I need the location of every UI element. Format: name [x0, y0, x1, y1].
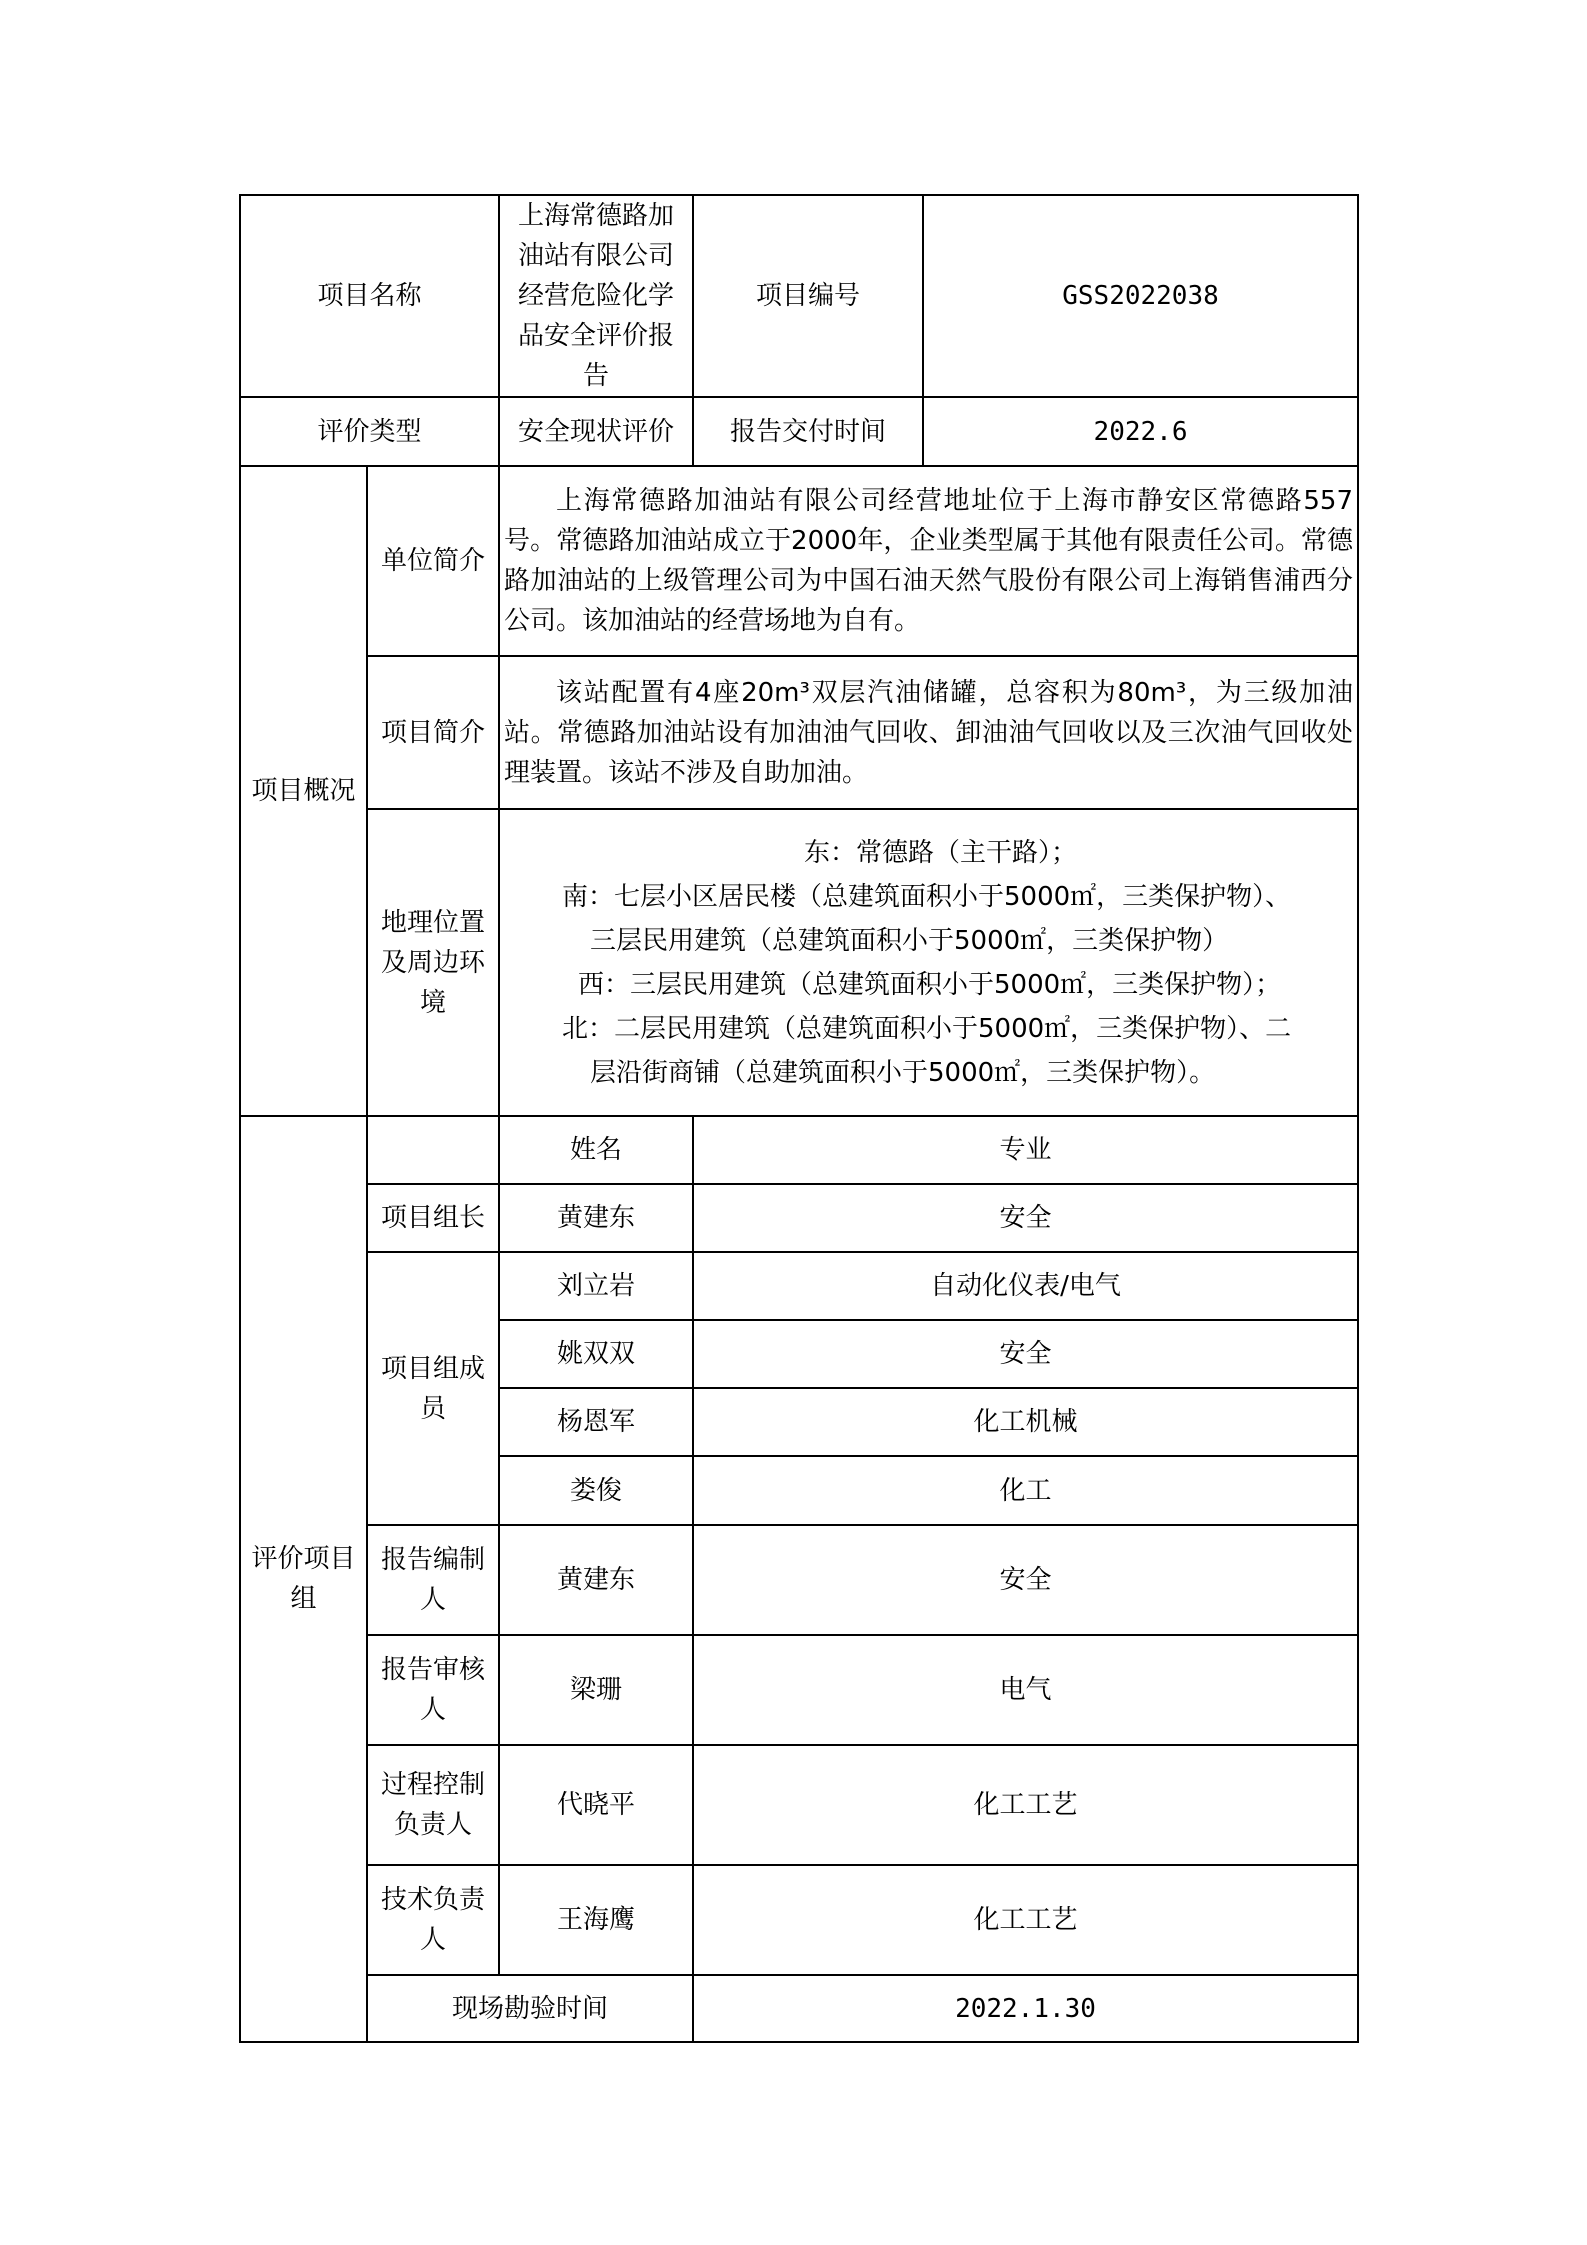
leader-specialty: 安全 — [693, 1184, 1358, 1252]
overview-label: 项目概况 — [240, 466, 367, 1116]
process-name: 代晓平 — [499, 1745, 693, 1865]
geo-north-1: 北：二层民用建筑（总建筑面积小于5000㎡，三类保护物）、二 — [562, 1013, 1292, 1044]
member-name: 刘立岩 — [499, 1252, 693, 1320]
team-header-name: 姓名 — [499, 1116, 693, 1184]
compiler-label: 报告编制人 — [367, 1525, 499, 1635]
project-intro-text: 该站配置有4座20m³双层汽油储罐，总容积为80m³，为三级加油站。常德路加油站设有加油油气回收、卸油油气回收以及三次油气回收处理装置。该站不涉及自助加油。 — [499, 656, 1358, 809]
geo-west: 西：三层民用建筑（总建筑面积小于5000㎡，三类保护物）； — [578, 969, 1282, 1000]
member-name: 娄俊 — [499, 1456, 693, 1525]
geo-label: 地理位置及周边环境 — [367, 809, 499, 1116]
leader-name: 黄建东 — [499, 1184, 693, 1252]
member-specialty: 化工 — [693, 1456, 1358, 1525]
project-intro-label: 项目简介 — [367, 656, 499, 809]
delivery-time-value: 2022.6 — [923, 397, 1358, 466]
unit-intro-text: 上海常德路加油站有限公司经营地址位于上海市静安区常德路557号。常德路加油站成立于2000年，企业类型属于其他有限责任公司。常德路加油站的上级管理公司为中国石油天然气股份有限公司上海销售浦西分公司。该加油站的经营场地为自有。 — [499, 466, 1358, 656]
tech-label: 技术负责人 — [367, 1865, 499, 1975]
member-specialty: 化工机械 — [693, 1388, 1358, 1456]
survey-time-value: 2022.1.30 — [693, 1975, 1358, 2042]
project-name-label: 项目名称 — [240, 195, 499, 397]
process-label: 过程控制负责人 — [367, 1745, 499, 1865]
geo-south-2: 三层民用建筑（总建筑面积小于5000㎡，三类保护物） — [590, 925, 1229, 956]
geo-text — [499, 809, 1358, 1116]
members-label: 项目组成员 — [367, 1252, 499, 1525]
team-header-specialty: 专业 — [693, 1116, 1358, 1184]
project-info-table — [239, 194, 1359, 2043]
unit-intro-label: 单位简介 — [367, 466, 499, 656]
project-number-value: GSS2022038 — [923, 195, 1358, 397]
process-specialty: 化工工艺 — [693, 1745, 1358, 1865]
tech-specialty: 化工工艺 — [693, 1865, 1358, 1975]
project-number-label: 项目编号 — [693, 195, 923, 397]
evaluation-type-value: 安全现状评价 — [499, 397, 693, 466]
leader-label: 项目组长 — [367, 1184, 499, 1252]
evaluation-type-label: 评价类型 — [240, 397, 499, 466]
team-label: 评价项目组 — [240, 1116, 367, 2042]
reviewer-specialty: 电气 — [693, 1635, 1358, 1745]
compiler-name: 黄建东 — [499, 1525, 693, 1635]
geo-north-2: 层沿街商铺（总建筑面积小于5000㎡，三类保护物）。 — [590, 1057, 1216, 1088]
delivery-time-label: 报告交付时间 — [693, 397, 923, 466]
geo-south-1: 南：七层小区居民楼（总建筑面积小于5000㎡，三类保护物）、 — [562, 881, 1292, 912]
geo-east: 东：常德路（主干路）； — [804, 837, 1078, 868]
member-specialty: 自动化仪表/电气 — [693, 1252, 1358, 1320]
reviewer-name: 梁珊 — [499, 1635, 693, 1745]
compiler-specialty: 安全 — [693, 1525, 1358, 1635]
member-name: 姚双双 — [499, 1320, 693, 1388]
reviewer-label: 报告审核人 — [367, 1635, 499, 1745]
member-name: 杨恩军 — [499, 1388, 693, 1456]
survey-time-label: 现场勘验时间 — [367, 1975, 693, 2042]
project-name-value: 上海常德路加油站有限公司经营危险化学品安全评价报告 — [499, 195, 693, 397]
tech-name: 王海鹰 — [499, 1865, 693, 1975]
member-specialty: 安全 — [693, 1320, 1358, 1388]
team-header-empty — [367, 1116, 499, 1184]
